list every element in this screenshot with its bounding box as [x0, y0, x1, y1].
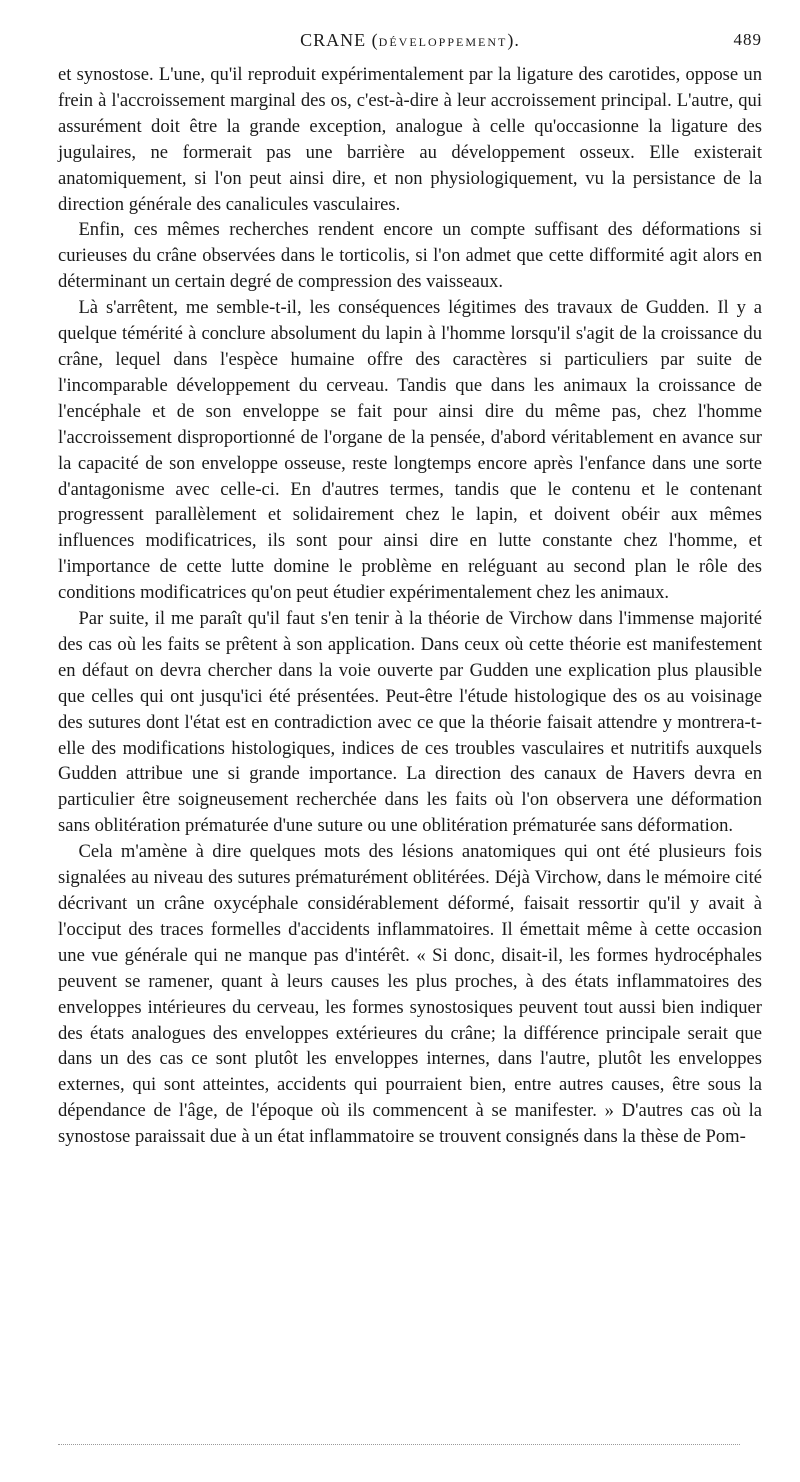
- title-end: ).: [507, 30, 520, 50]
- page-number: 489: [733, 30, 762, 49]
- paragraph-4: Par suite, il me paraît qu'il faut s'en tenir à la théorie de Virchow dans l'immense majorité des cas où les faits se prêtent à son application. Dans ceux où cette théorie est manifestement en défaut on devra chercher dans la voie ouverte par Gudden une explication plus plausible que celles qui ont jusqu'ici été présentées. Peut-être l'étude histologique des os au voisinage des sutures dont l'état est en contradiction avec ce que la théorie faisait attendre y montrera-t-elle des modifications histologiques, indices de ces troubles vasculaires et nutritifs auxquels Gudden attribue une si grande importance. La direction des canaux de Havers devra en particulier être soigneusement recherchée dans les faits où l'on observera une déformation sans oblitération prématurée d'une suture ou une oblitération prématurée sans déformation.: [58, 608, 762, 837]
- paragraph-2: Enfin, ces mêmes recherches rendent encore un compte suffisant des déformations si curieuses du crâne observées dans le torticolis, si l'on admet que cette difformité agit alors en déterminant un certain degré de compression des vaisseaux.: [58, 219, 762, 293]
- paragraph-3: Là s'arrêtent, me semble-t-il, les conséquences légitimes des travaux de Gudden. Il y a quelque témérité à conclure absolument du lapin à l'homme lorsqu'il s'agit de la croissance du crâne, lequel dans l'espèce humaine offre des caractères si particuliers par suite de l'incomparable développement du cerveau. Tandis que dans les animaux la croissance de l'encéphale et de son enveloppe se fait pour ainsi dire du même pas, chez l'homme l'accroissement disproportionné de l'organe de la pensée, d'abord véritablement en avance sur la capacité de son enveloppe osseuse, reste longtemps encore après l'enfance dans une sorte d'antagonisme avec celle-ci. En d'autres termes, tandis que le contenu et le contenant progressent parallèlement et solidairement chez le lapin, et doivent obéir aux mêmes influences modificatrices, ils sont pour ainsi dire en lutte constante chez l'homme, et l'importance de cette lutte domine le problème en reléguant au second plan le rôle des conditions modificatrices qu'on peut étudier expérimentalement chez les animaux.: [58, 297, 762, 604]
- body-text: [58, 62, 762, 1150]
- running-header: [58, 30, 762, 58]
- paragraph-1: et synostose. L'une, qu'il reproduit expérimentalement par la ligature des carotides, oppose un frein à l'accroissement marginal des os, c'est-à-dire à leur accroissement principal. L'autre, qui assurément doit être la grande exception, analogue à celle qu'occasionne la ligature des jugulaires, ne formerait pas une barrière au développement osseux. Elle existerait anatomiquement, si l'on peut ainsi dire, et non physiologiquement, vu la persistance de la direction générale des canalicules vasculaires.: [58, 64, 762, 215]
- paragraph-5: Cela m'amène à dire quelques mots des lésions anatomiques qui ont été plusieurs fois signalées au niveau des sutures prématurément oblitérées. Déjà Virchow, dans le mémoire cité décrivant un crâne oxycéphale considérablement déformé, faisait ressortir qu'il y avait à l'occiput des traces formelles d'accidents inflammatoires. Il émettait même à cette occasion une vue générale qui ne manque pas d'intérêt. « Si donc, disait-il, les formes hydrocéphales peuvent se ramener, quant à leurs causes les plus proches, à des états inflammatoires des enveloppes intérieures du cerveau, les formes synostosiques peuvent tout aussi bien indiquer des états analogues des enveloppes extérieures du crâne; la différence principale serait que dans un des cas ce sont plutôt les enveloppes internes, dans l'autre, plutôt les enveloppes externes, qui sont atteintes, accidents qui pourraient bien, entre autres causes, être sous la dépendance de l'âge, de l'époque où ils commencent à se manifester. » D'autres cas où la synostose paraissait due à un état inflammatoire se trouvent consignés dans la thèse de Pom-: [58, 841, 762, 1148]
- title-sub: DÉVELOPPEMENT: [378, 35, 508, 49]
- footer-rule: [58, 1444, 740, 1445]
- running-title: [58, 30, 762, 51]
- title-main: CRANE (: [300, 30, 379, 50]
